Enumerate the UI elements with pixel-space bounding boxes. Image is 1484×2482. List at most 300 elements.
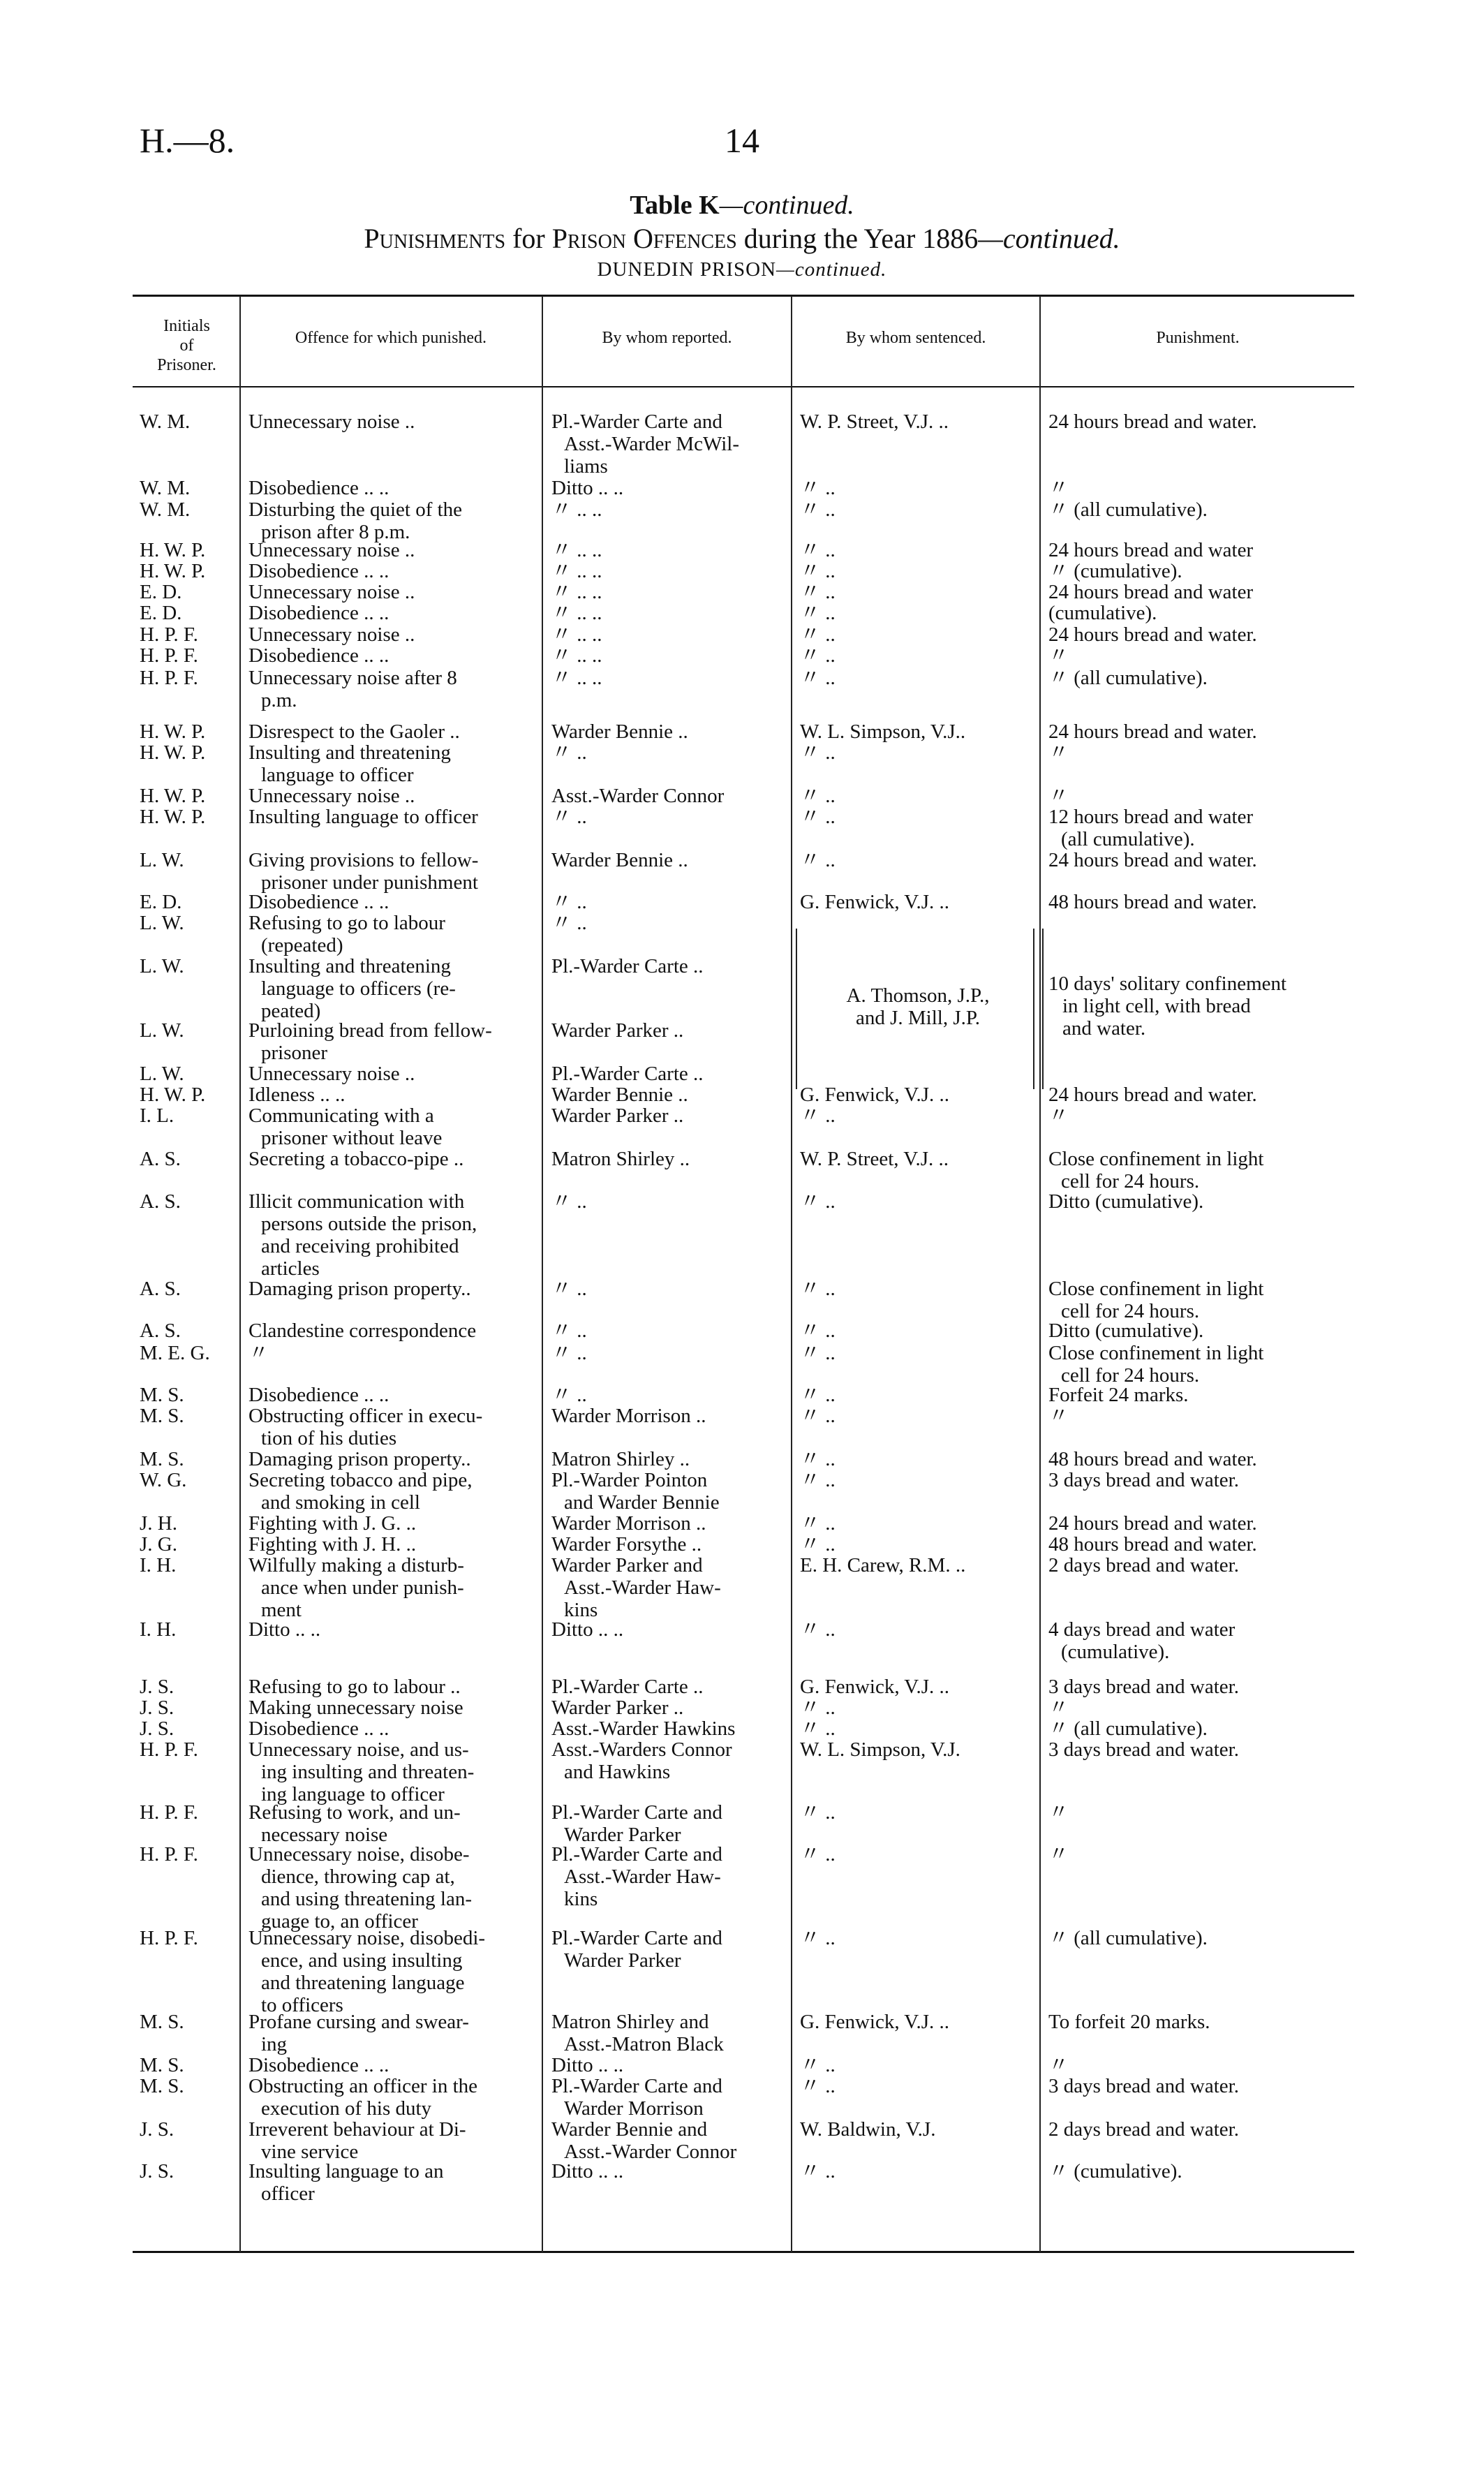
initials-cell: A. S. <box>140 1320 181 1342</box>
initials-cell: H. W. P. <box>140 539 206 561</box>
initials-cell: A. S. <box>140 1190 181 1213</box>
sentencer-cell <box>800 1554 1027 1576</box>
reporter-cell <box>551 1084 782 1106</box>
sentencer-cell-line: E. H. Carew, R.M. .. <box>800 1554 966 1576</box>
subtitle-w3: Prison <box>551 223 627 254</box>
sentencer-cell <box>800 2011 1027 2033</box>
punishment-cell-line: 〃 (cumulative). <box>1048 560 1182 582</box>
punishment-cell <box>1048 1405 1349 1427</box>
punishment-cell <box>1048 741 1349 764</box>
offence-cell-line: Giving provisions to fellow- <box>248 849 479 871</box>
reporter-cell <box>551 741 782 764</box>
reporter-cell <box>551 891 782 913</box>
initials-cell: M. S. <box>140 1448 184 1470</box>
reporter-cell <box>551 1063 782 1085</box>
sentencer-cell <box>800 1469 1027 1491</box>
reporter-cell-line: Pl.-Warder Carte .. <box>551 955 704 977</box>
sentencer-cell <box>800 411 1027 433</box>
reporter-cell-line: Warder Bennie .. <box>551 1084 688 1106</box>
offence-cell-line: Insulting and threatening <box>248 741 451 764</box>
reporter-cell-line: Warder Forsythe .. <box>551 1533 702 1556</box>
offence-cell-line: articles <box>261 1257 320 1280</box>
offence-cell <box>248 2054 533 2076</box>
punishment-cell-line: Close confinement in light <box>1048 1342 1264 1364</box>
sentencer-cell-line: 〃 .. <box>800 785 836 807</box>
sentencer-cell-line: W. P. Street, V.J. .. <box>800 411 949 433</box>
offence-cell-line: Profane cursing and swear- <box>248 2011 469 2033</box>
subtitle-w4 <box>626 223 633 254</box>
reporter-cell <box>551 602 782 624</box>
punishment-cell <box>1048 2160 1349 2182</box>
reporter-cell-line: Warder Bennie .. <box>551 849 688 871</box>
offence-cell-line: (repeated) <box>261 934 343 956</box>
reporter-cell-line: Warder Morrison <box>564 2097 704 2120</box>
sentencer-cell <box>800 644 1027 667</box>
sentencer-cell <box>800 1384 1027 1406</box>
sentencer-cell-line: G. Fenwick, V.J. .. <box>800 2011 950 2033</box>
sentencer-cell-line: 〃 .. <box>800 1448 836 1470</box>
offence-cell-line: Communicating with a <box>248 1105 434 1127</box>
offence-cell-line: execution of his duty <box>261 2097 432 2120</box>
offence-cell-line: Unnecessary noise after 8 <box>248 667 457 689</box>
col-divider-2 <box>542 296 543 2252</box>
initials-cell: J. S. <box>140 1697 175 1719</box>
sentencer-cell <box>800 1738 1027 1761</box>
offence-cell <box>248 1676 533 1698</box>
sentencer-cell-line: 〃 .. <box>800 560 836 582</box>
punishment-cell-line: 3 days bread and water. <box>1048 2075 1239 2097</box>
reporter-cell-line: 〃 .. <box>551 741 587 764</box>
offence-cell-line: ence, and using insulting <box>261 1949 463 1972</box>
initials-cell: E. D. <box>140 581 182 603</box>
initials-cell: M. E. G. <box>140 1342 210 1364</box>
sentencer-cell-line: 〃 .. <box>800 2075 836 2097</box>
sentencer-cell <box>800 602 1027 624</box>
offence-cell-line: Disobedience .. .. <box>248 891 389 913</box>
reporter-cell-line: Warder Bennie .. <box>551 721 688 743</box>
punishment-cell <box>1048 2011 1349 2033</box>
punishment-cell <box>1048 891 1349 913</box>
table-title <box>0 190 1484 221</box>
initials-cell: J. H. <box>140 1512 177 1535</box>
punishment-cell <box>1048 602 1349 624</box>
sentencer-cell <box>800 849 1027 871</box>
reporter-cell-line: liams <box>564 455 608 478</box>
offence-cell <box>248 955 533 1022</box>
punishment-cell-line: 〃 <box>1048 477 1069 499</box>
punishment-cell-line: 3 days bread and water. <box>1048 1469 1239 1491</box>
reporter-cell-line: Asst.-Warder Haw- <box>564 1576 721 1599</box>
sentencer-cell <box>800 1278 1027 1300</box>
sentencer-cell <box>800 1843 1027 1866</box>
sentencer-cell-line: 〃 .. <box>800 1801 836 1824</box>
offence-cell <box>248 806 533 828</box>
sentencer-cell <box>800 785 1027 807</box>
offence-cell-line: tion of his duties <box>261 1427 397 1449</box>
reporter-cell-line: Warder Parker .. <box>551 1105 684 1127</box>
offence-cell-line: ment <box>261 1599 302 1621</box>
initials-cell: H. W. P. <box>140 741 206 764</box>
reporter-cell <box>551 1533 782 1556</box>
offence-cell <box>248 2011 533 2055</box>
offence-cell <box>248 1512 533 1535</box>
punishment-cell-line: 〃 <box>1048 1801 1069 1824</box>
punishment-cell <box>1048 1448 1349 1470</box>
sentencer-cell-line: G. Fenwick, V.J. .. <box>800 1676 950 1698</box>
reporter-cell <box>551 721 782 743</box>
reporter-cell <box>551 1448 782 1470</box>
punishment-cell <box>1048 623 1349 646</box>
punishment-cell-line: Close confinement in light <box>1048 1148 1264 1170</box>
reporter-cell-line: 〃 .. <box>551 1342 587 1364</box>
offence-cell <box>248 1618 533 1641</box>
offence-cell <box>248 581 533 603</box>
col-header-sentencer: By whom sentenced. <box>845 329 986 347</box>
sentencer-cell <box>800 560 1027 582</box>
reporter-cell-line: Asst.-Matron Black <box>564 2033 724 2055</box>
punishment-cell-line: (all cumulative). <box>1061 828 1195 850</box>
sentencer-cell-line: 〃 .. <box>800 741 836 764</box>
offence-cell-line: to officers <box>261 1994 343 2016</box>
offence-cell <box>248 1697 533 1719</box>
initials-cell: H. P. F. <box>140 623 198 646</box>
col-header-initials-line: Prisoner. <box>157 356 216 374</box>
punishment-cell-line: 〃 (cumulative). <box>1048 2160 1182 2182</box>
punishment-cell-line: 〃 (all cumulative). <box>1048 1927 1208 1949</box>
punishment-cell <box>1048 1718 1349 1740</box>
reporter-cell-line: Matron Shirley .. <box>551 1448 690 1470</box>
offence-cell-line: Unnecessary noise, and us- <box>248 1738 469 1761</box>
prison-cont: —continued. <box>776 258 887 281</box>
sentencer-cell-line: 〃 .. <box>800 539 836 561</box>
initials-cell: H. P. F. <box>140 1927 198 1949</box>
offence-cell <box>248 721 533 743</box>
offence-cell <box>248 2118 533 2163</box>
sentencer-cell-line: 〃 .. <box>800 1697 836 1719</box>
offence-cell <box>248 1084 533 1106</box>
reporter-cell-line: Asst.-Warders Connor <box>551 1738 732 1761</box>
punishment-cell <box>1048 411 1349 433</box>
punishment-cell <box>1048 1190 1349 1213</box>
offence-cell-line: Unnecessary noise, disobe- <box>248 1843 470 1866</box>
sentencer-cell <box>800 721 1027 743</box>
offence-cell-line: Disobedience .. .. <box>248 2054 389 2076</box>
punishment-cell-line: 24 hours bread and water. <box>1048 849 1257 871</box>
reporter-cell <box>551 1190 782 1213</box>
sentencer-cell <box>800 581 1027 603</box>
punishment-cell <box>1048 721 1349 743</box>
offence-cell-line: persons outside the prison, <box>261 1213 477 1235</box>
offence-cell-line: and receiving prohibited <box>261 1235 459 1257</box>
offence-cell-line: Purloining bread from fellow- <box>248 1019 492 1042</box>
reporter-cell-line: 〃 .. .. <box>551 539 602 561</box>
col-divider-3 <box>791 296 792 2252</box>
sentencer-cell <box>800 1533 1027 1556</box>
initials-cell: W. G. <box>140 1469 187 1491</box>
sentencer-bracket-right <box>1026 929 1034 1089</box>
reporter-cell <box>551 806 782 828</box>
punishment-cell <box>1048 1554 1349 1576</box>
header-bottom-rule <box>133 386 1354 387</box>
reporter-cell <box>551 1342 782 1364</box>
offence-cell <box>248 1469 533 1514</box>
col-header-reporter: By whom reported. <box>602 329 732 347</box>
offence-cell-line: and using threatening lan- <box>261 1888 472 1910</box>
reporter-cell <box>551 1676 782 1698</box>
reporter-cell <box>551 498 782 521</box>
punishment-cell-line: 〃 <box>1048 1405 1069 1427</box>
reporter-cell-line: and Hawkins <box>564 1761 671 1783</box>
reporter-cell-line: Warder Bennie and <box>551 2118 708 2141</box>
table-bottom-rule <box>133 2251 1354 2253</box>
offence-cell-line: Wilfully making a disturb- <box>248 1554 464 1576</box>
reporter-cell <box>551 1738 782 1783</box>
sentencer-cell-line: W. L. Simpson, V.J.. <box>800 721 966 743</box>
punishment-cell-line: cell for 24 hours. <box>1061 1300 1200 1322</box>
punishment-cell-line: cell for 24 hours. <box>1061 1364 1200 1387</box>
punishment-cell-line: cell for 24 hours. <box>1061 1170 1200 1192</box>
initials-cell: W. M. <box>140 411 191 433</box>
punishment-cell-line: 2 days bread and water. <box>1048 1554 1239 1576</box>
sentencer-cell-line: 〃 .. <box>800 2160 836 2182</box>
prison-label: DUNEDIN PRISON <box>597 258 777 281</box>
sentencer-cell <box>800 2075 1027 2097</box>
offence-cell <box>248 1554 533 1621</box>
offence-cell-line: prisoner without leave <box>261 1127 443 1149</box>
offence-cell-line: Unnecessary noise .. <box>248 539 415 561</box>
subtitle-cont: —continued. <box>978 223 1120 254</box>
initials-cell: H. W. P. <box>140 560 206 582</box>
sentencer-cell-line: W. L. Simpson, V.J. <box>800 1738 960 1761</box>
reporter-cell-line: Ditto .. .. <box>551 477 624 499</box>
offence-cell <box>248 560 533 582</box>
punishment-cell-line: 〃 <box>1048 1697 1069 1719</box>
sentencer-cell-line: 〃 .. <box>800 806 836 828</box>
group-punishment-line: in light cell, with bread <box>1062 995 1251 1017</box>
sentencer-cell-line: 〃 .. <box>800 1384 836 1406</box>
reporter-cell-line: Pl.-Warder Pointon <box>551 1469 708 1491</box>
sentencer-cell-line: 〃 .. <box>800 581 836 603</box>
col-header-initials-line: Initials <box>163 317 210 335</box>
reporter-cell-line: Pl.-Warder Carte and <box>551 1801 722 1824</box>
punishment-cell <box>1048 1927 1349 1949</box>
punishment-cell-line: 24 hours bread and water. <box>1048 721 1257 743</box>
sentencer-cell-line: 〃 .. <box>800 1105 836 1127</box>
reporter-cell-line: Asst.-Warder Haw- <box>564 1866 721 1888</box>
punishment-cell-line: (cumulative). <box>1048 602 1157 624</box>
offence-cell <box>248 1405 533 1449</box>
sentencer-cell <box>800 1676 1027 1698</box>
offence-cell-line: Disobedience .. .. <box>248 477 389 499</box>
sentencer-cell-line: 〃 .. <box>800 1278 836 1300</box>
reporter-cell <box>551 411 782 478</box>
sentencer-cell-line: 〃 .. <box>800 644 836 667</box>
reporter-cell <box>551 1697 782 1719</box>
reporter-cell-line: 〃 .. .. <box>551 644 602 667</box>
offence-cell <box>248 2160 533 2205</box>
punishment-cell <box>1048 806 1349 850</box>
initials-cell: H. W. P. <box>140 1084 206 1106</box>
initials-cell: H. P. F. <box>140 1843 198 1866</box>
reporter-cell-line: 〃 .. .. <box>551 560 602 582</box>
punishment-cell-line: 24 hours bread and water. <box>1048 1084 1257 1106</box>
punishment-cell <box>1048 785 1349 807</box>
initials-cell: J. S. <box>140 1718 175 1740</box>
offence-cell <box>248 1801 533 1846</box>
offence-cell-line: Fighting with J. G. .. <box>248 1512 417 1535</box>
offence-cell-line: Damaging prison property.. <box>248 1448 471 1470</box>
punishment-cell-line: 〃 (all cumulative). <box>1048 667 1208 689</box>
offence-cell-line: Disobedience .. .. <box>248 1718 389 1740</box>
reporter-cell-line: kins <box>564 1888 598 1910</box>
reporter-cell-line: kins <box>564 1599 598 1621</box>
subtitle-w5: Offences <box>633 223 737 254</box>
punishment-cell-line: 〃 <box>1048 741 1069 764</box>
sentencer-cell-line: 〃 .. <box>800 498 836 521</box>
reporter-cell <box>551 1469 782 1514</box>
offence-cell <box>248 1190 533 1280</box>
offence-cell-line: p.m. <box>261 689 297 711</box>
initials-cell: M. S. <box>140 2075 184 2097</box>
punishment-cell-line: Ditto (cumulative). <box>1048 1190 1204 1213</box>
reporter-cell <box>551 1019 782 1042</box>
reporter-cell <box>551 1278 782 1300</box>
reporter-cell-line: 〃 .. <box>551 1278 587 1300</box>
col-header-initials-line: of <box>179 337 194 355</box>
offence-cell <box>248 1148 533 1170</box>
offence-cell <box>248 644 533 667</box>
sentencer-cell-line: 〃 .. <box>800 1618 836 1641</box>
punishment-cell <box>1048 1148 1349 1192</box>
table-top-rule <box>133 295 1354 297</box>
initials-cell: H. W. P. <box>140 785 206 807</box>
punishment-cell-line: 2 days bread and water. <box>1048 2118 1239 2141</box>
punishment-cell-line: 24 hours bread and water. <box>1048 411 1257 433</box>
offence-cell <box>248 623 533 646</box>
reporter-cell <box>551 1927 782 1972</box>
punishment-cell-line: 24 hours bread and water. <box>1048 1512 1257 1535</box>
reporter-cell <box>551 1105 782 1127</box>
punishment-cell <box>1048 2054 1349 2076</box>
punishment-cell <box>1048 2118 1349 2141</box>
col-header-punishment: Punishment. <box>1156 329 1240 347</box>
reporter-cell-line: Warder Parker and <box>551 1554 703 1576</box>
reporter-cell <box>551 1718 782 1740</box>
punishment-cell <box>1048 1738 1349 1761</box>
reporter-cell <box>551 1554 782 1621</box>
offence-cell-line: Insulting and threatening <box>248 955 451 977</box>
reporter-cell-line: 〃 .. <box>551 1190 587 1213</box>
reporter-cell-line: Asst.-Warder Connor <box>564 2141 737 2163</box>
offence-cell-line: Unnecessary noise .. <box>248 1063 415 1085</box>
reporter-cell-line: Asst.-Warder Connor <box>551 785 725 807</box>
reporter-cell <box>551 1405 782 1427</box>
offence-cell <box>248 1738 533 1805</box>
group-punishment-line: 10 days' solitary confinement <box>1048 973 1287 995</box>
reporter-cell <box>551 1618 782 1641</box>
offence-cell-line: ing <box>261 2033 288 2055</box>
reporter-cell-line: 〃 .. .. <box>551 581 602 603</box>
initials-cell: M. S. <box>140 1384 184 1406</box>
reporter-cell <box>551 667 782 689</box>
sentencer-cell <box>800 667 1027 689</box>
initials-cell: L. W. <box>140 1063 184 1085</box>
offence-cell-line: peated) <box>261 1000 321 1022</box>
punishment-cell <box>1048 849 1349 871</box>
subtitle-w1: Punishments <box>364 223 506 254</box>
sentencer-cell <box>800 806 1027 828</box>
reporter-cell-line: Warder Morrison .. <box>551 1405 706 1427</box>
reporter-cell <box>551 1512 782 1535</box>
subtitle-w2: for <box>505 223 552 254</box>
offence-cell-line: Damaging prison property.. <box>248 1278 471 1300</box>
offence-cell-line: Refusing to work, and un- <box>248 1801 461 1824</box>
initials-cell: M. S. <box>140 2011 184 2033</box>
initials-cell: M. S. <box>140 1405 184 1427</box>
offence-cell-line: ing language to officer <box>261 1783 445 1805</box>
reporter-cell-line: 〃 .. <box>551 1320 587 1342</box>
punishment-cell <box>1048 667 1349 689</box>
offence-cell-line: language to officer <box>261 764 414 786</box>
offence-cell-line: Idleness .. .. <box>248 1084 346 1106</box>
initials-cell: L. W. <box>140 1019 184 1042</box>
punishment-cell <box>1048 581 1349 603</box>
initials-cell: L. W. <box>140 955 184 977</box>
reporter-cell <box>551 560 782 582</box>
reporter-cell <box>551 785 782 807</box>
offence-cell-line: Irreverent behaviour at Di- <box>248 2118 466 2141</box>
initials-cell: J. S. <box>140 2118 175 2141</box>
punishment-cell-line: 〃 <box>1048 1105 1069 1127</box>
initials-cell: I. H. <box>140 1554 177 1576</box>
offence-cell <box>248 1019 533 1064</box>
sentencer-cell-line: 〃 .. <box>800 1512 836 1535</box>
offence-cell-line: Making unnecessary noise <box>248 1697 463 1719</box>
initials-cell: H. P. F. <box>140 1738 198 1761</box>
reporter-cell <box>551 2011 782 2055</box>
offence-cell <box>248 849 533 894</box>
reporter-cell <box>551 539 782 561</box>
reporter-cell-line: Warder Morrison .. <box>551 1512 706 1535</box>
punishment-cell-line: 〃 (all cumulative). <box>1048 498 1208 521</box>
offence-cell <box>248 1533 533 1556</box>
offence-cell-line: prisoner <box>261 1042 328 1064</box>
col-header-initials <box>140 316 234 375</box>
offence-cell-line: Refusing to go to labour .. <box>248 1676 461 1698</box>
offence-cell-line: Obstructing an officer in the <box>248 2075 478 2097</box>
sentencer-cell-line: W. P. Street, V.J. .. <box>800 1148 949 1170</box>
reporter-cell-line: Pl.-Warder Carte and <box>551 1843 722 1866</box>
punishment-cell-line: 〃 <box>1048 644 1069 667</box>
sentencer-cell-line: 〃 .. <box>800 1342 836 1364</box>
punishment-cell-line: Close confinement in light <box>1048 1278 1264 1300</box>
reporter-cell-line: Pl.-Warder Carte and <box>551 1927 722 1949</box>
initials-cell: L. W. <box>140 912 184 934</box>
offence-cell-line: Insulting language to an <box>248 2160 444 2182</box>
col-header-offence: Offence for which punished. <box>295 329 487 347</box>
reporter-cell-line: Warder Parker .. <box>551 1697 684 1719</box>
sentencer-cell <box>800 1105 1027 1127</box>
offence-cell <box>248 1342 533 1364</box>
sentencer-cell <box>800 1512 1027 1535</box>
offence-cell <box>248 1320 533 1342</box>
sentencer-cell <box>800 1084 1027 1106</box>
offence-cell-line: ance when under punish- <box>261 1576 464 1599</box>
punishment-cell <box>1048 1384 1349 1406</box>
offence-cell-line: prison after 8 p.m. <box>261 521 410 543</box>
reporter-cell-line: 〃 .. <box>551 806 587 828</box>
group-punishment <box>1048 973 1349 1040</box>
